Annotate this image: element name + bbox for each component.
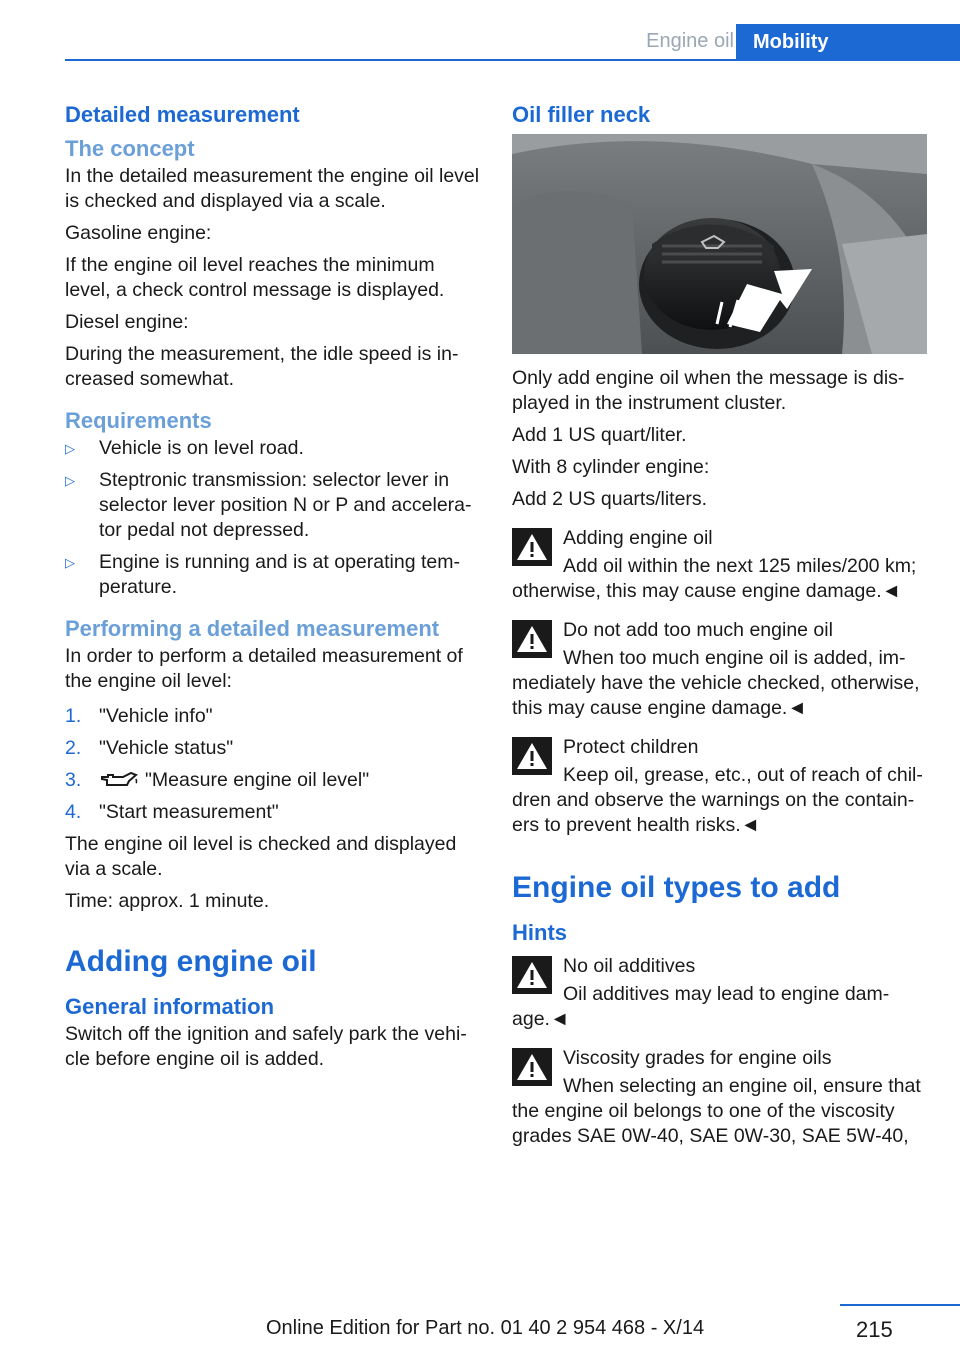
footer-rule: [840, 1304, 960, 1306]
heading-performing: Performing a detailed measurement: [65, 616, 440, 641]
list-item: [65, 436, 480, 461]
warning-body: Keep oil, grease, etc., out of reach of children and observe the warnings on the containers to prevent health risks.◄: [512, 764, 923, 836]
warning-icon: [512, 1048, 552, 1086]
list-item: [65, 704, 480, 729]
warning-icon: [512, 620, 552, 658]
step-text: "Measure engine oil level": [145, 769, 370, 791]
requirement-text: Vehicle is on level road.: [99, 437, 304, 459]
gasoline-paragraph: If the engine oil level reaches the minimum level, a check control message is displayed.: [65, 254, 445, 301]
warning-icon: [512, 528, 552, 566]
concept-paragraph: In the detailed measurement the engine oil level is checked and displayed via a scale.: [65, 165, 480, 212]
list-item: [65, 736, 480, 761]
bullet-triangle-icon: ▷: [65, 473, 75, 488]
warning-block: [512, 954, 930, 1032]
warning-block: [512, 735, 930, 838]
bullet-triangle-icon: ▷: [65, 555, 75, 570]
hint-title: No oil additives: [563, 955, 696, 977]
heading-concept: The concept: [65, 136, 195, 161]
warning-title: Protect children: [563, 736, 699, 758]
list-item: [65, 550, 480, 600]
footer-edition: Online Edition for Part no. 01 40 2 954 468 - X/14: [266, 1317, 705, 1339]
heading-requirements: Requirements: [65, 408, 212, 433]
hint-body: When selecting an engine oil, ensure that the engine oil belongs to one of the viscosity grades SAE 0W-40, SAE 0W-30, SAE 5W-40,: [512, 1075, 921, 1147]
list-item: [65, 768, 480, 793]
header-rule: [65, 59, 960, 61]
warning-title: Do not add too much engine oil: [563, 619, 833, 641]
step-number: 2.: [65, 737, 82, 759]
hint-body: Oil additives may lead to engine damage.◄: [512, 983, 890, 1030]
warning-body: Add oil within the next 125 miles/200 km; otherwise, this may cause engine damage.◄: [512, 555, 917, 602]
step-number: 1.: [65, 705, 82, 727]
gasoline-label: Gasoline engine:: [65, 222, 212, 244]
heading-engine-oil-types: Engine oil types to add: [512, 871, 841, 904]
general-paragraph: Switch off the ignition and safely park the vehicle before engine oil is added.: [65, 1023, 467, 1070]
filler-paragraph-4: Add 2 US quarts/liters.: [512, 488, 708, 510]
warning-icon: [512, 956, 552, 994]
time-paragraph: Time: approx. 1 minute.: [65, 890, 270, 912]
header-section-title: Engine oil: [646, 30, 734, 52]
warning-block: [512, 618, 930, 721]
filler-paragraph-1: Only add engine oil when the message is displayed in the instrument cluster.: [512, 367, 905, 414]
oil-can-icon: [99, 770, 139, 788]
warning-body: When too much engine oil is added, immediately have the vehicle checked, otherwise, this may cause engine damage.◄: [512, 647, 920, 719]
diesel-label: Diesel engine:: [65, 311, 189, 333]
bullet-triangle-icon: ▷: [65, 441, 75, 456]
heading-adding-engine-oil: Adding engine oil: [65, 945, 317, 978]
performing-intro: In order to perform a detailed measurement of the engine oil level:: [65, 645, 463, 692]
step-text: "Vehicle info": [99, 705, 213, 727]
oil-filler-neck-photo: [512, 134, 927, 354]
heading-oil-filler-neck: Oil filler neck: [512, 102, 651, 127]
warning-title: Adding engine oil: [563, 527, 713, 549]
left-column: [65, 100, 480, 1079]
step-number: 4.: [65, 801, 82, 823]
warning-block: [512, 526, 930, 604]
step-text: "Vehicle status": [99, 737, 234, 759]
heading-detailed-measurement: Detailed measurement: [65, 102, 300, 127]
header-chapter-tab: Mobility: [736, 24, 960, 61]
right-column: [512, 100, 930, 1156]
filler-paragraph-3: With 8 cylinder engine:: [512, 456, 710, 478]
requirement-text: Steptronic transmission: selector lever in selector lever position N or P and accelerator pedal not depressed.: [99, 469, 472, 541]
filler-paragraph-2: Add 1 US quart/liter.: [512, 424, 687, 446]
list-item: [65, 800, 480, 825]
heading-hints: Hints: [512, 920, 567, 945]
step-text: "Start measurement": [99, 801, 279, 823]
list-item: [65, 468, 480, 543]
page-number: 215: [856, 1317, 893, 1342]
hint-title: Viscosity grades for engine oils: [563, 1047, 832, 1069]
heading-general-information: General information: [65, 994, 275, 1019]
result-paragraph: The engine oil level is checked and displayed via a scale.: [65, 833, 457, 880]
oil-filler-neck-illustration: [512, 134, 927, 354]
warning-icon: [512, 737, 552, 775]
warning-block: [512, 1046, 930, 1149]
diesel-paragraph: During the measurement, the idle speed is increased somewhat.: [65, 343, 459, 390]
requirement-text: Engine is running and is at operating temperature.: [99, 551, 460, 598]
step-number: 3.: [65, 769, 82, 791]
